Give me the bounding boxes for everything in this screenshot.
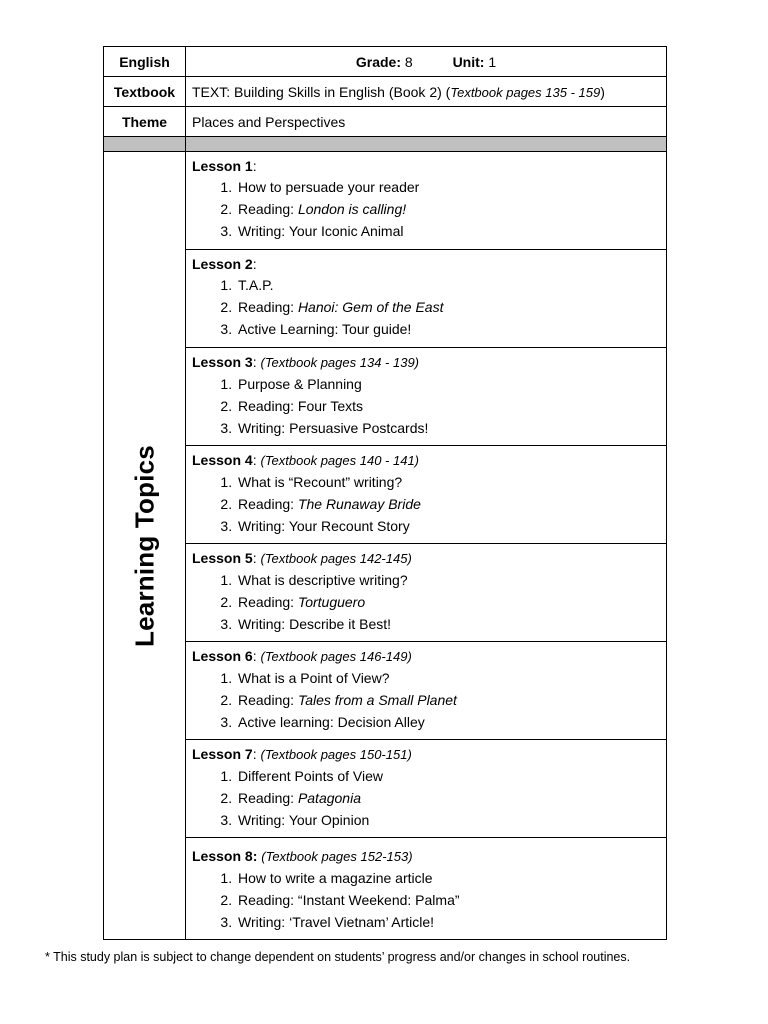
lesson-cell (186, 544, 667, 642)
lesson-row (104, 446, 667, 544)
subject-cell (104, 47, 186, 77)
lesson-row (104, 838, 667, 940)
lesson-heading: Lesson 5 (192, 550, 253, 566)
lesson-title: Lesson 7: (Textbook pages 150-151) (192, 746, 412, 762)
lesson-cell (186, 446, 667, 544)
lesson-cell (186, 642, 667, 740)
lesson-item-text: What is a Point of View? (238, 670, 390, 686)
lesson-item-text: Writing: Your Recount Story (238, 518, 410, 534)
lesson-heading: Lesson 1 (192, 158, 253, 174)
lesson-item-text: Active learning: Decision Alley (238, 714, 425, 730)
lesson-item (236, 274, 660, 296)
lesson-row (104, 348, 667, 446)
separator-cell-left (104, 137, 186, 152)
lesson-item-text: Writing: Persuasive Postcards! (238, 420, 429, 436)
lesson-item-text: Reading: “Instant Weekend: Palma” (238, 892, 460, 908)
lesson-pages: (Textbook pages 150-151) (260, 747, 412, 762)
lesson-item-text: How to persuade your reader (238, 179, 420, 195)
theme-value: Places and Perspectives (192, 113, 346, 130)
theme-label-cell (104, 107, 186, 137)
lesson-item-text: Purpose & Planning (238, 376, 362, 392)
grade-unit-cell (186, 47, 667, 77)
lesson-item-text: Writing: ‘Travel Vietnam’ Article! (238, 914, 435, 930)
lesson-items (192, 373, 660, 439)
textbook-text: TEXT: Building Skills in English (Book 2) (192, 83, 446, 100)
lesson-title: Lesson 1: (192, 158, 257, 174)
lesson-item (236, 613, 660, 635)
lesson-title: Lesson 3: (Textbook pages 134 - 139) (192, 354, 419, 370)
lesson-item-text: How to write a magazine article (238, 870, 433, 886)
lesson-item-title: Hanoi: Gem of the East (297, 299, 444, 315)
lesson-item-text: Writing: Describe it Best! (238, 616, 392, 632)
lesson-items (192, 765, 660, 831)
separator-row (104, 137, 667, 152)
textbook-pages-close: ) (600, 83, 605, 100)
lesson-item (236, 198, 660, 220)
lesson-heading: Lesson 2 (192, 256, 253, 272)
lesson-item (236, 867, 660, 889)
lesson-heading: Lesson 6 (192, 648, 253, 664)
unit-label: Unit: (452, 53, 485, 70)
header-row-subject (104, 47, 667, 77)
lesson-cell (186, 740, 667, 838)
unit-value: 1 (488, 53, 497, 70)
lesson-heading: Lesson 8: (192, 848, 258, 864)
lesson-item-title: The Runaway Bride (297, 496, 421, 512)
lesson-heading: Lesson 3 (192, 354, 253, 370)
lesson-cell (186, 152, 667, 250)
lesson-pages: (Textbook pages 140 - 141) (260, 453, 419, 468)
lesson-items (192, 667, 660, 733)
theme-value-cell (186, 107, 667, 137)
lesson-item-text: What is descriptive writing? (238, 572, 408, 588)
lesson-row (104, 740, 667, 838)
lesson-items (192, 867, 660, 933)
lesson-title: Lesson 6: (Textbook pages 146-149) (192, 648, 412, 664)
study-plan-table (103, 46, 667, 940)
lesson-cell (186, 348, 667, 446)
lesson-cell (186, 838, 667, 940)
lesson-item (236, 667, 660, 689)
lesson-item (236, 809, 660, 831)
grade-value: 8 (404, 53, 413, 70)
lesson-item-title: Tales from a Small Planet (297, 692, 457, 708)
lesson-item (236, 515, 660, 537)
header-row-theme (104, 107, 667, 137)
lesson-item-text: What is “Recount” writing? (238, 474, 403, 490)
lesson-item (236, 569, 660, 591)
lesson-item (236, 395, 660, 417)
lesson-heading: Lesson 7 (192, 746, 253, 762)
lesson-item (236, 176, 660, 198)
lesson-title: Lesson 2: (192, 256, 257, 272)
lesson-item (236, 493, 660, 515)
lesson-item-text: Reading: (238, 790, 298, 806)
lesson-item (236, 711, 660, 733)
lesson-item-text: Writing: Your Iconic Animal (238, 223, 404, 239)
lesson-item (236, 417, 660, 439)
lesson-item-text: Different Points of View (238, 768, 384, 784)
lesson-item-text: Reading: (238, 299, 298, 315)
lesson-item-text: Reading: (238, 496, 298, 512)
lesson-pages: (Textbook pages 142-145) (260, 551, 412, 566)
textbook-label: Textbook (113, 83, 176, 100)
textbook-pages: Textbook pages 135 - 159 (450, 84, 601, 100)
lesson-item (236, 689, 660, 711)
footnote: * This study plan is subject to change dependent on students’ progress and/or changes in school routines. (45, 950, 631, 964)
lesson-row (104, 250, 667, 348)
theme-label: Theme (121, 113, 168, 130)
lesson-pages: (Textbook pages 134 - 139) (260, 355, 419, 370)
lesson-heading: Lesson 4 (192, 452, 253, 468)
lesson-pages: (Textbook pages 152-153) (261, 849, 413, 864)
lesson-item (236, 296, 660, 318)
lesson-item (236, 591, 660, 613)
lesson-item-text: Active Learning: Tour guide! (238, 321, 412, 337)
learning-topics-label: Learning Topics (129, 444, 159, 647)
lesson-title: Lesson 4: (Textbook pages 140 - 141) (192, 452, 419, 468)
lesson-item (236, 318, 660, 340)
lesson-item-text: Reading: Four Texts (238, 398, 364, 414)
lesson-item (236, 911, 660, 933)
subject-label: English (119, 53, 170, 70)
lesson-item-text: Reading: (238, 594, 298, 610)
lesson-item-title: London is calling! (297, 201, 407, 217)
lesson-item (236, 373, 660, 395)
lesson-row (104, 152, 667, 250)
lesson-item-title: Tortuguero (297, 594, 366, 610)
lesson-item-text: T.A.P. (238, 277, 274, 293)
lesson-pages: (Textbook pages 146-149) (260, 649, 412, 664)
lesson-item (236, 765, 660, 787)
separator-cell-right (186, 137, 667, 152)
lesson-item (236, 787, 660, 809)
lesson-item (236, 220, 660, 242)
grade-label: Grade: (355, 53, 401, 70)
textbook-value-cell (186, 77, 667, 107)
textbook-pages-open: ( (445, 83, 451, 100)
lesson-items (192, 569, 660, 635)
lesson-item (236, 471, 660, 493)
lesson-items (192, 471, 660, 537)
lesson-item-text: Writing: Your Opinion (238, 812, 370, 828)
lesson-item-text: Reading: (238, 692, 298, 708)
lesson-items (192, 274, 660, 340)
textbook-label-cell (104, 77, 186, 107)
lesson-items (192, 176, 660, 242)
lesson-item-title: Patagonia (297, 790, 361, 806)
lesson-title: Lesson 5: (Textbook pages 142-145) (192, 550, 412, 566)
header-row-textbook (104, 77, 667, 107)
lesson-row (104, 544, 667, 642)
lesson-row (104, 642, 667, 740)
lesson-cell (186, 250, 667, 348)
lesson-title (192, 846, 660, 867)
learning-topics-cell (104, 152, 186, 940)
lesson-item-text: Reading: (238, 201, 298, 217)
lesson-item (236, 889, 660, 911)
